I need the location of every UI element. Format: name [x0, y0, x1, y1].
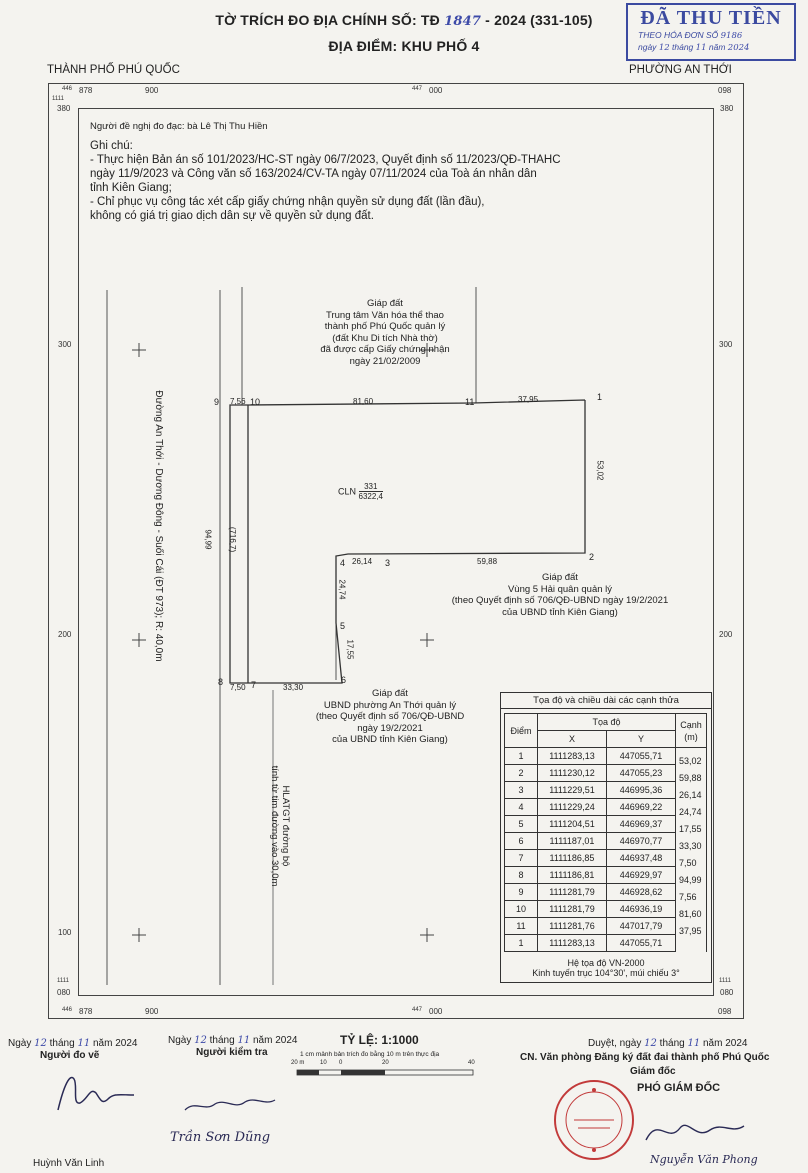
grid-left-080: 080: [57, 988, 71, 997]
grid-left-200: 200: [58, 630, 72, 639]
parcel-area: 6322,4: [358, 492, 383, 501]
edge-2-3: 59,88: [477, 557, 498, 566]
neighbor-east: [420, 572, 700, 618]
city-label: THÀNH PHỐ PHÚ QUỐC: [47, 64, 180, 76]
safety-line2: tính từ tim đường vào 30,0m: [269, 765, 280, 887]
coord-table-title: Tọa độ và chiều dài các cạnh thửa: [501, 693, 711, 709]
surveyor-date-label: Ngày: [8, 1038, 32, 1049]
edge-5-6: 17,55: [345, 639, 355, 660]
cell-edge: [676, 935, 707, 952]
checker-date: [168, 1035, 297, 1046]
scale-tick-10: 10: [320, 1060, 327, 1066]
grid-bottom-447: 447: [412, 1007, 423, 1013]
approval-month: 11: [687, 1038, 701, 1049]
south-line-2: (theo Quyết định số 706/QĐ-UBND: [315, 711, 465, 722]
table-row: [505, 850, 707, 867]
checker-month: 11: [237, 1035, 251, 1046]
east-line-0: Giáp đất: [542, 572, 578, 583]
scale-title: TỶ LỆ: 1:1000: [340, 1033, 419, 1047]
checker-day: 12: [194, 1035, 207, 1046]
scale-tick-20m: 20 m: [291, 1060, 305, 1066]
east-line-1: Vùng 5 Hải quân quản lý: [507, 583, 613, 595]
col-coord: Tọa độ: [538, 714, 676, 731]
edge-length: 81,60: [679, 908, 702, 919]
road-side-length: 94,99: [203, 529, 213, 550]
edge-9-10: 7,56: [230, 397, 246, 406]
director-signature: [640, 1110, 750, 1150]
col-edge-unit: (m): [684, 731, 698, 742]
table-row: [505, 816, 707, 833]
checker-year: năm 2024: [252, 1035, 298, 1046]
safety-line1: HLATGT đường bộ: [280, 785, 291, 867]
grid-bottom-098: 098: [718, 1007, 732, 1016]
notes-line4: - Chỉ phục vụ công tác xét cấp giấy chứng nhận quyền sử dụng đất (lần đầu),: [90, 196, 485, 208]
table-row: [505, 901, 707, 918]
cell-p: 7: [505, 850, 538, 867]
approval-role: Giám đốc: [630, 1066, 676, 1077]
coordinate-table-box: [500, 692, 712, 983]
cell-edge: [676, 799, 707, 816]
grid-top-447: 447: [412, 86, 423, 92]
grid-top-900: 900: [145, 86, 159, 95]
grid-right-200: 200: [719, 630, 733, 639]
table-row: [505, 884, 707, 901]
grid-bl-1111: 1111: [57, 978, 70, 984]
edge-length: 7,50: [679, 857, 697, 868]
grid-left-1111: 1111: [52, 96, 65, 102]
approval-month-label: tháng: [659, 1038, 685, 1049]
grid-top-098: 098: [718, 86, 732, 95]
surveyor-title: Người đo vẽ: [40, 1050, 100, 1061]
title-prefix: TỜ TRÍCH ĐO ĐỊA CHÍNH SỐ: TĐ: [215, 12, 440, 28]
grid-bottom-900: 900: [145, 1007, 159, 1016]
col-x: X: [538, 731, 607, 748]
paid-month: 11: [695, 43, 707, 53]
approval-year: năm 2024: [703, 1038, 748, 1049]
paid-year: 2024: [727, 43, 750, 53]
point-8: 8: [218, 677, 224, 687]
table-row: [505, 748, 707, 765]
approval-office: CN. Văn phòng Đăng ký đất đai thành phố Phú Quốc: [520, 1052, 770, 1063]
cell-p: 11: [505, 918, 538, 935]
table-row: [505, 918, 707, 935]
edge-length: 37,95: [679, 925, 702, 936]
cell-edge: [676, 816, 707, 833]
cell-x: 1111283,13: [538, 935, 607, 952]
cell-x: 1111229,51: [538, 782, 607, 799]
cell-y: 446969,37: [607, 816, 676, 833]
notes-line2: ngày 11/9/2023 và Công văn số 163/2024/CV-TA ngày 07/11/2024 của Toà án nhân dân: [90, 168, 537, 180]
cell-y: 446969,22: [607, 799, 676, 816]
location-title: ĐỊA ĐIỂM: KHU PHỐ 4: [328, 38, 480, 54]
parcel-boundary: [230, 400, 585, 683]
surveyor-date: [8, 1038, 137, 1049]
edge-4-5: 24,74: [337, 579, 347, 600]
cell-p: 8: [505, 867, 538, 884]
cell-edge: [676, 782, 707, 799]
surveyor-signature: [50, 1065, 140, 1125]
north-line-1: Trung tâm Văn hóa thể thao: [326, 309, 444, 321]
point-10: 10: [250, 397, 261, 407]
col-edge-label: Cạnh: [680, 719, 702, 730]
table-row: [505, 782, 707, 799]
surveyor-year: năm 2024: [92, 1038, 138, 1049]
cell-p: 10: [505, 901, 538, 918]
edge-10-11: 81,60: [353, 397, 374, 406]
grid-right-080: 080: [720, 988, 734, 997]
cell-p: 5: [505, 816, 538, 833]
paid-stamp-text: ĐÃ THU TIỀN: [640, 7, 782, 29]
point-3: 3: [385, 558, 391, 568]
cell-p: 3: [505, 782, 538, 799]
north-line-2: thành phố Phú Quốc quản lý: [324, 321, 446, 332]
cell-edge: [676, 867, 707, 884]
title-suffix: - 2024 (331-105): [485, 12, 593, 28]
cell-x: 1111281,76: [538, 918, 607, 935]
point-11: 11: [465, 397, 475, 407]
point-7: 7: [251, 680, 257, 690]
scale-tick-0: 0: [339, 1060, 343, 1066]
cell-x: 1111187,01: [538, 833, 607, 850]
approval-role-deputy: PHÓ GIÁM ĐỐC: [637, 1082, 721, 1094]
point-9: 9: [214, 397, 220, 407]
paid-line1-label: THEO HÓA ĐƠN SỐ: [638, 30, 719, 40]
cell-x: 1111230,12: [538, 765, 607, 782]
parcel-fraction: [359, 482, 383, 501]
edge-length: 59,88: [679, 772, 702, 783]
col-edge: [676, 714, 707, 748]
point-5: 5: [340, 621, 346, 631]
col-point: Điểm: [505, 714, 538, 748]
edge-1-2: 53,02: [595, 460, 605, 481]
edge-6-7: 33,30: [283, 683, 304, 692]
cell-edge: [676, 765, 707, 782]
cell-edge: [676, 748, 707, 765]
east-line-2: (theo Quyết định số 706/QĐ-UBND ngày 19/2/2021: [451, 595, 669, 606]
grid-right-380: 380: [720, 104, 734, 113]
notes-line5: không có giá trị giao dịch dân sự về quyền sử dụng đất.: [90, 210, 374, 222]
east-line-3: của UBND tỉnh Kiên Giang): [502, 606, 618, 618]
approval-date: [588, 1038, 747, 1049]
cell-y: 447017,79: [607, 918, 676, 935]
parcel-label: [338, 482, 383, 501]
cell-y: 446929,97: [607, 867, 676, 884]
cell-p: 9: [505, 884, 538, 901]
table-row: [505, 935, 707, 952]
south-line-0: Giáp đất: [372, 688, 408, 699]
cell-y: 446970,77: [607, 833, 676, 850]
grid-bl-878: 878: [79, 1007, 93, 1016]
cell-x: 1111186,85: [538, 850, 607, 867]
edge-length: 17,55: [679, 823, 702, 834]
grid-left-380: 380: [57, 104, 71, 113]
cell-y: 446937,48: [607, 850, 676, 867]
scale-tick-40: 40: [468, 1060, 475, 1066]
requester: Người đề nghị đo đạc: bà Lê Thị Thu Hiền: [90, 121, 268, 132]
cell-x: 1111283,13: [538, 748, 607, 765]
checker-month-label: tháng: [209, 1035, 235, 1046]
cell-edge: [676, 850, 707, 867]
checker-signature-mark: [180, 1090, 280, 1120]
point-1: 1: [597, 392, 603, 402]
cell-edge: [676, 901, 707, 918]
cell-x: 1111281,79: [538, 884, 607, 901]
edge-length: 24,74: [679, 806, 702, 817]
surveyor-day: 12: [34, 1038, 47, 1049]
edge-length: 7,56: [679, 891, 697, 902]
cell-y: 447055,23: [607, 765, 676, 782]
cell-edge: [676, 918, 707, 935]
neighbor-north: [270, 298, 500, 367]
cell-y: 446995,36: [607, 782, 676, 799]
checker-title: Người kiểm tra: [196, 1047, 268, 1058]
cell-y: 446928,62: [607, 884, 676, 901]
edge-length: 94,99: [679, 874, 702, 885]
paid-invoice-number: 9186: [720, 31, 743, 41]
south-line-1: UBND phường An Thới quản lý: [323, 699, 457, 711]
north-line-4: đã được cấp Giấy chứng nhận: [320, 344, 450, 355]
col-y: Y: [607, 731, 676, 748]
road-width-label: (716,7): [228, 526, 238, 553]
grid-left-300: 300: [58, 340, 72, 349]
scale-bar: [296, 1068, 476, 1078]
cell-x: 1111204,51: [538, 816, 607, 833]
scale-tick-20: 20: [382, 1060, 389, 1066]
cell-y: 447055,71: [607, 935, 676, 952]
grid-bottom-000: 000: [429, 1007, 443, 1016]
cell-edge: [676, 884, 707, 901]
neighbor-south: [290, 688, 490, 746]
grid-left-100: 100: [58, 928, 72, 937]
road-name: Đường An Thới - Dương Đông - Suối Cái (ĐT 973); R: 40,0m: [153, 390, 164, 662]
paid-day: 12: [658, 43, 670, 53]
table-row: [505, 867, 707, 884]
surveyor-month: 11: [77, 1038, 91, 1049]
checker-date-label: Ngày: [168, 1035, 192, 1046]
cell-p: 6: [505, 833, 538, 850]
paid-day-label: ngày: [638, 42, 657, 52]
grid-tl-878: 878: [79, 86, 93, 95]
cell-edge: [676, 833, 707, 850]
surveyor-month-label: tháng: [49, 1038, 75, 1049]
notes-line1: - Thực hiện Bản án số 101/2023/HC-ST ngày 06/7/2023, Quyết định số 11/2023/QĐ-THAHC: [90, 154, 561, 166]
north-line-3: (đất Khu Di tích Nhà thờ): [332, 332, 438, 344]
north-line-5: ngày 21/02/2009: [349, 355, 421, 367]
approval-date-label: Duyệt, ngày: [588, 1038, 642, 1049]
south-line-3: ngày 19/2/2021: [357, 722, 423, 734]
title-number: 1847: [444, 14, 482, 29]
cell-p: 2: [505, 765, 538, 782]
cell-x: 1111281,79: [538, 901, 607, 918]
notes-title: Ghi chú:: [90, 140, 133, 152]
ward-label: PHƯỜNG AN THỚI: [629, 64, 732, 76]
paid-year-label: năm: [708, 42, 726, 52]
edge-length: 53,02: [679, 756, 702, 766]
grid-bl-446: 446: [62, 1007, 73, 1013]
grid-top-000: 000: [429, 86, 443, 95]
director-name: Nguyễn Văn Phong: [650, 1153, 758, 1166]
edge-3-4: 26,14: [352, 557, 373, 566]
grid-tl-446: 446: [62, 86, 73, 92]
coord-system-2: Kinh tuyến trục 104°30', múi chiếu 3°: [532, 968, 680, 978]
cell-x: 1111186,81: [538, 867, 607, 884]
point-6: 6: [341, 675, 347, 685]
cell-y: 446936,19: [607, 901, 676, 918]
grid-right-1111: 1111: [719, 978, 732, 984]
surveyor-name: Huỳnh Văn Linh: [33, 1158, 105, 1169]
safety-label: [269, 726, 291, 926]
table-row: [505, 799, 707, 816]
coordinate-table: [504, 713, 707, 952]
checker-signature-name: Trần Sơn Dũng: [170, 1130, 271, 1145]
cell-p: 1: [505, 935, 538, 952]
cell-x: 1111229,24: [538, 799, 607, 816]
point-4: 4: [340, 558, 346, 568]
grid-right-300: 300: [719, 340, 733, 349]
edge-length: 33,30: [679, 840, 702, 851]
table-row: [505, 833, 707, 850]
coord-system-1: Hệ tọa độ VN-2000: [567, 958, 645, 968]
parcel-type: CLN: [338, 486, 357, 497]
south-line-4: của UBND tỉnh Kiên Giang): [332, 734, 448, 745]
parcel-number: 331: [359, 482, 383, 492]
edge-length: 26,14: [679, 789, 702, 800]
cell-y: 447055,71: [607, 748, 676, 765]
edge-7-8: 7,50: [230, 683, 246, 692]
approval-day: 12: [644, 1038, 657, 1049]
table-row: [505, 765, 707, 782]
scale-note: 1 cm mảnh bản trích đo bằng 10 m trên thực địa: [300, 1051, 440, 1058]
cell-p: 1: [505, 748, 538, 765]
office-seal: [552, 1078, 636, 1162]
point-2: 2: [589, 552, 595, 562]
notes-line3: tỉnh Kiên Giang;: [90, 182, 172, 194]
edge-11-1: 37,95: [518, 395, 539, 404]
cell-p: 4: [505, 799, 538, 816]
paid-month-label: tháng: [672, 42, 694, 52]
north-line-0: Giáp đất: [367, 298, 403, 309]
